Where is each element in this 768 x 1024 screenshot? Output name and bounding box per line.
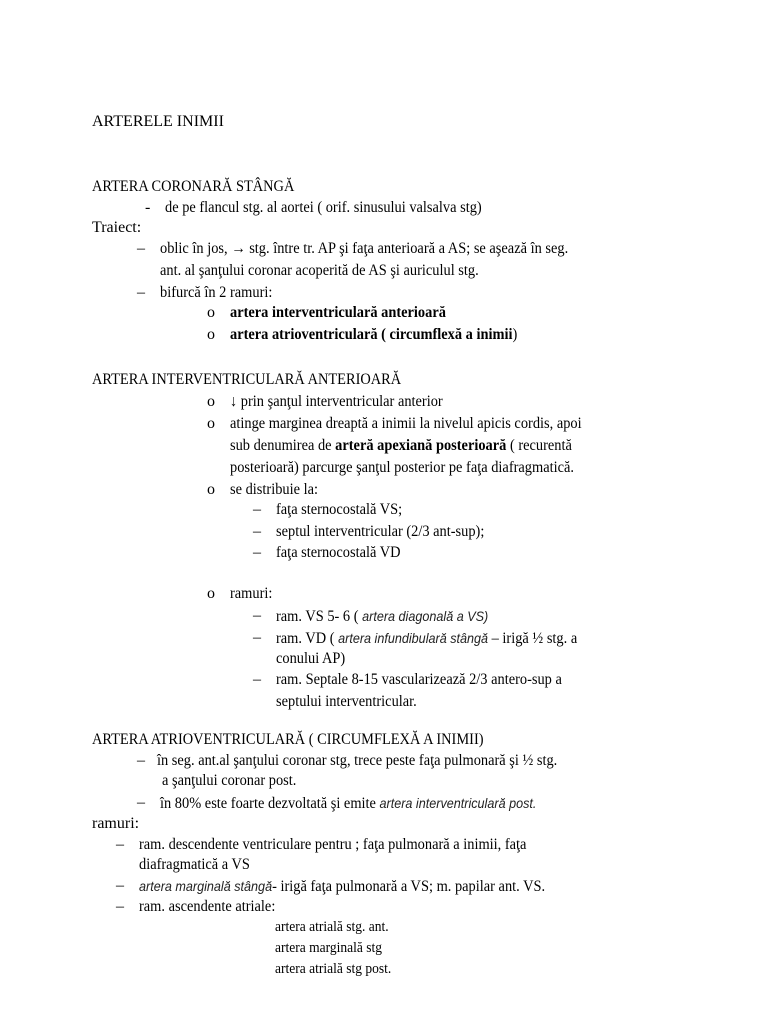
heading-aiva: ARTERA INTERVENTRICULARĂ ANTERIOARĂ — [92, 371, 402, 388]
aiva-point-1: ↓ prin şanţul interventricular anterior — [230, 393, 443, 410]
list-dash: – — [253, 607, 261, 624]
heading-acs: ARTERA CORONARĂ STÂNGĂ — [92, 178, 295, 195]
ramuri-item-3-line-1: ram. Septale 8-15 vascularizează 2/3 antero-sup a — [276, 671, 562, 688]
page-title: ARTERELE INIMII — [92, 113, 224, 130]
aav-ramuri-1-line-1: ram. descendente ventriculare pentru ; faţa pulmonară a inimii, faţa — [139, 836, 527, 853]
origin-dash: - — [145, 199, 151, 216]
aiva-point-2-line-1: atinge marginea dreaptă a inimii la nivelul apicis cordis, apoi — [230, 415, 582, 432]
branch-1: artera interventriculară anterioară — [230, 304, 446, 321]
distrib-item-1: faţa sternocostală VS; — [276, 501, 403, 518]
atrial-branch-3: artera atrială stg post. — [275, 961, 392, 977]
traiect-label: Traiect: — [92, 219, 142, 236]
traiect-item-1-line-1: oblic în jos, → stg. între tr. AP şi faţa anterioară a AS; se aşează în seg. — [160, 240, 569, 257]
list-dash: – — [253, 671, 261, 688]
branch-2: artera atrioventriculară ( circumflexă a inimii) — [230, 326, 518, 343]
aiva-point-4: ramuri: — [230, 585, 273, 602]
ramuri-label: ramuri: — [92, 815, 140, 832]
atrial-branch-2: artera marginală stg — [275, 940, 382, 956]
aav-item-1-line-1: în seg. ant.al şanţului coronar stg, trece peste faţa pulmonară şi ½ stg. — [157, 752, 558, 769]
distrib-item-2: septul interventricular (2/3 ant-sup); — [276, 523, 485, 540]
list-dash: – — [116, 877, 124, 894]
list-dash: – — [116, 836, 124, 853]
bullet-o: o — [207, 585, 215, 602]
bullet-o: o — [207, 304, 215, 321]
aav-ramuri-1-line-2: diafragmatică a VS — [139, 856, 250, 873]
aav-ramuri-3: ram. ascendente atriale: — [139, 898, 276, 915]
list-dash: – — [253, 501, 261, 518]
list-dash: – — [253, 523, 261, 540]
ramuri-item-3-line-2: septului interventricular. — [276, 693, 417, 710]
ramuri-item-2-line-1: ram. VD ( artera infundibulară stângă – irigă ½ stg. a — [276, 630, 578, 647]
bullet-o: o — [207, 326, 215, 343]
list-dash: – — [116, 898, 124, 915]
down-arrow-icon: ↓ — [230, 393, 238, 410]
traiect-item-1-line-2: ant. al şanţului coronar acoperită de AS şi auriculul stg. — [160, 262, 479, 279]
aav-item-2: în 80% este foarte dezvoltată şi emite artera interventriculară post. — [160, 795, 537, 812]
heading-aav: ARTERA ATRIOVENTRICULARĂ ( CIRCUMFLEXĂ A INIMII) — [92, 731, 484, 748]
aiva-point-2-line-3: posterioară) parcurge şanţul posterior pe faţa diafragmatică. — [230, 459, 574, 476]
aiva-point-3: se distribuie la: — [230, 481, 318, 498]
list-dash: – — [137, 794, 145, 811]
aav-item-1-line-2: a şanţului coronar post. — [162, 772, 297, 789]
list-dash: – — [253, 629, 261, 646]
distrib-item-3: faţa sternocostală VD — [276, 544, 401, 561]
bullet-o: o — [207, 481, 215, 498]
list-dash: – — [137, 240, 145, 257]
atrial-branch-1: artera atrială stg. ant. — [275, 919, 389, 935]
bullet-o: o — [207, 415, 215, 432]
traiect-item-2: bifurcă în 2 ramuri: — [160, 284, 273, 301]
bullet-o: o — [207, 393, 215, 410]
ramuri-item-1: ram. VS 5- 6 ( artera diagonală a VS) — [276, 608, 489, 625]
list-dash: – — [137, 284, 145, 301]
aav-ramuri-2: artera marginală stângă- irigă faţa pulmonară a VS; m. papilar ant. VS. — [139, 878, 546, 895]
list-dash: – — [137, 752, 145, 769]
list-dash: – — [253, 544, 261, 561]
ramuri-item-2-line-2: conului AP) — [276, 650, 346, 667]
aiva-point-2-line-2: sub denumirea de arteră apexiană posterioară ( recurentă — [230, 437, 572, 454]
origin-text: de pe flancul stg. al aortei ( orif. sinusului valsalva stg) — [165, 199, 482, 216]
